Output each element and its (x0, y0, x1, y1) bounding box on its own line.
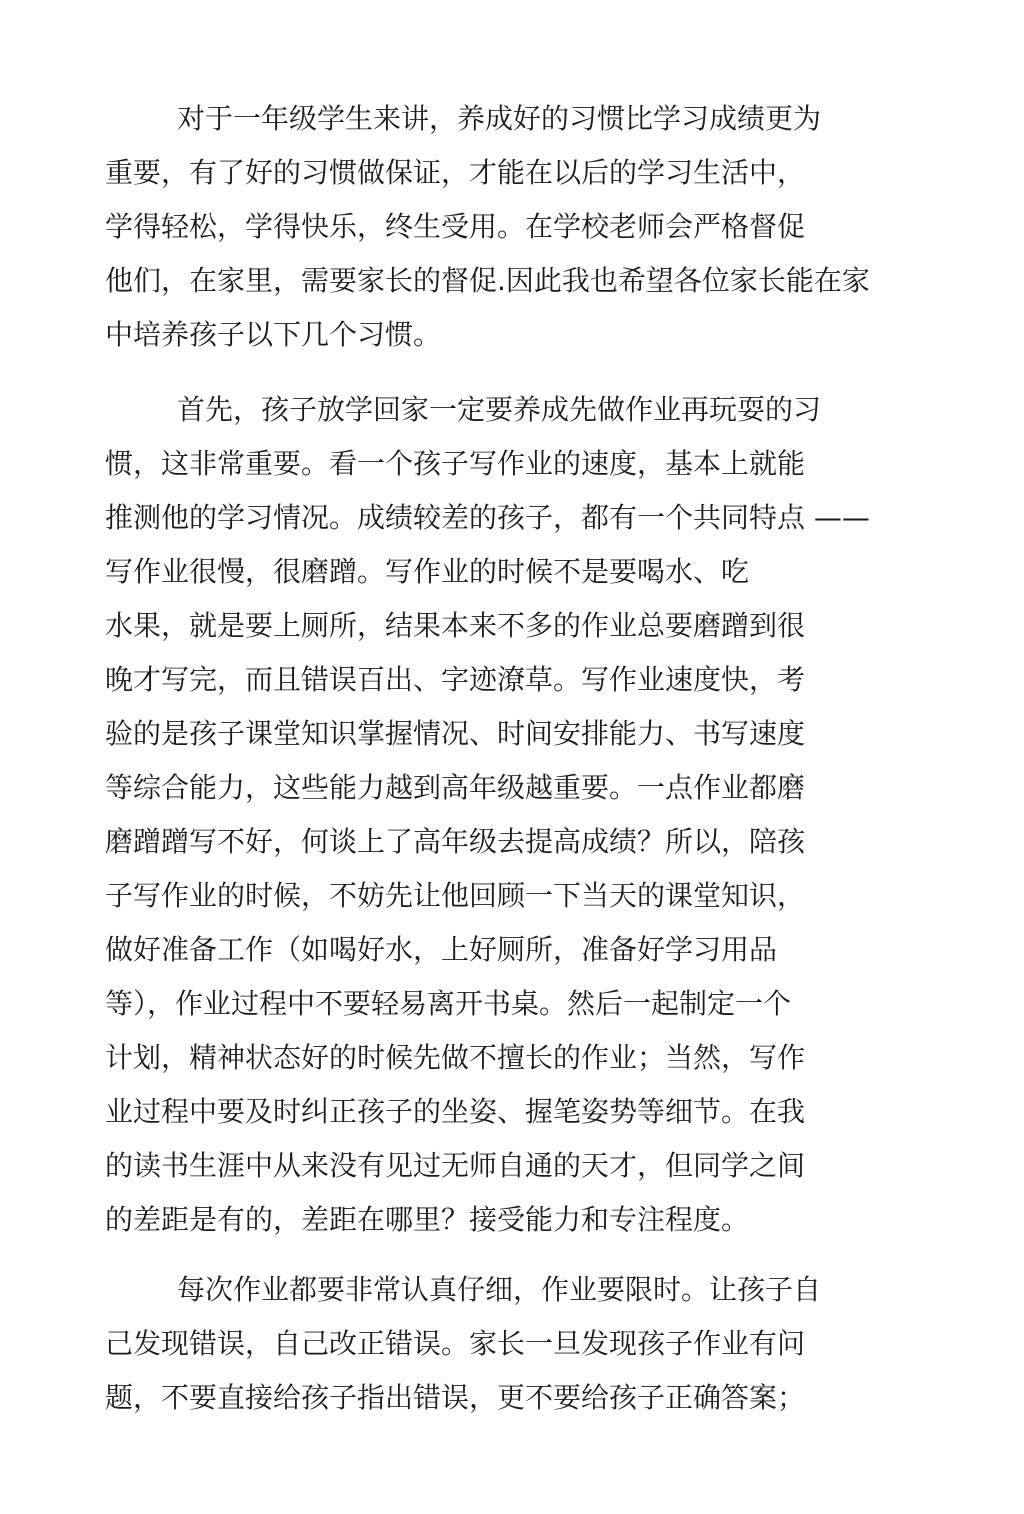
text-line: 首先，孩子放学回家一定要养成先做作业再玩耍的习 (177, 393, 822, 426)
text-line: 他们，在家里，需要家长的督促.因此我也希望各位家长能在家 (105, 264, 870, 297)
text-line: 写作业很慢，很磨蹭。写作业的时候不是要喝水、吃 (105, 555, 750, 588)
paragraph-homework-first (105, 383, 905, 1247)
text-line: 水果，就是要上厕所，结果本来不多的作业总要磨蹭到很 (105, 609, 806, 642)
paragraph-habits-intro (105, 92, 905, 362)
text-line: 对于一年级学生来讲，养成好的习惯比学习成绩更为 (177, 102, 822, 135)
text-line: 等综合能力，这些能力越到高年级越重要。一点作业都磨 (105, 771, 806, 804)
text-line: 的差距是有的，差距在哪里？接受能力和专注程度。 (105, 1203, 750, 1236)
text-line: 晚才写完，而且错误百出、字迹潦草。写作业速度快，考 (105, 663, 806, 696)
text-line: 做好准备工作（如喝好水，上好厕所，准备好学习用品 (105, 933, 778, 966)
text-line: 学得轻松，学得快乐，终生受用。在学校老师会严格督促 (105, 210, 806, 243)
text-line: 等），作业过程中不要轻易离开书桌。然后一起制定一个 (105, 987, 792, 1020)
paragraph-homework-careful (105, 1263, 905, 1425)
text-line: 中培养孩子以下几个习惯。 (105, 318, 442, 351)
text-line: 业过程中要及时纠正孩子的坐姿、握笔姿势等细节。在我 (105, 1095, 806, 1128)
text-line: 验的是孩子课堂知识掌握情况、时间安排能力、书写速度 (105, 717, 806, 750)
text-line: 计划，精神状态好的时候先做不擅长的作业；当然，写作 (105, 1041, 806, 1074)
text-line: 题，不要直接给孩子指出错误，更不要给孩子正确答案； (105, 1381, 806, 1414)
text-line: 推测他的学习情况。成绩较差的孩子，都有一个共同特点 —— (105, 501, 870, 534)
text-line: 的读书生涯中从来没有见过无师自通的天才，但同学之间 (105, 1149, 806, 1182)
text-line: 己发现错误，自己改正错误。家长一旦发现孩子作业有问 (105, 1327, 806, 1360)
text-line: 每次作业都要非常认真仔细，作业要限时。让孩子自 (177, 1273, 822, 1306)
text-line: 磨蹭蹭写不好，何谈上了高年级去提高成绩？所以，陪孩 (105, 825, 806, 858)
text-line: 子写作业的时候，不妨先让他回顾一下当天的课堂知识， (105, 879, 806, 912)
text-line: 惯，这非常重要。看一个孩子写作业的速度，基本上就能 (105, 447, 806, 480)
text-line: 重要，有了好的习惯做保证，才能在以后的学习生活中， (105, 156, 806, 189)
